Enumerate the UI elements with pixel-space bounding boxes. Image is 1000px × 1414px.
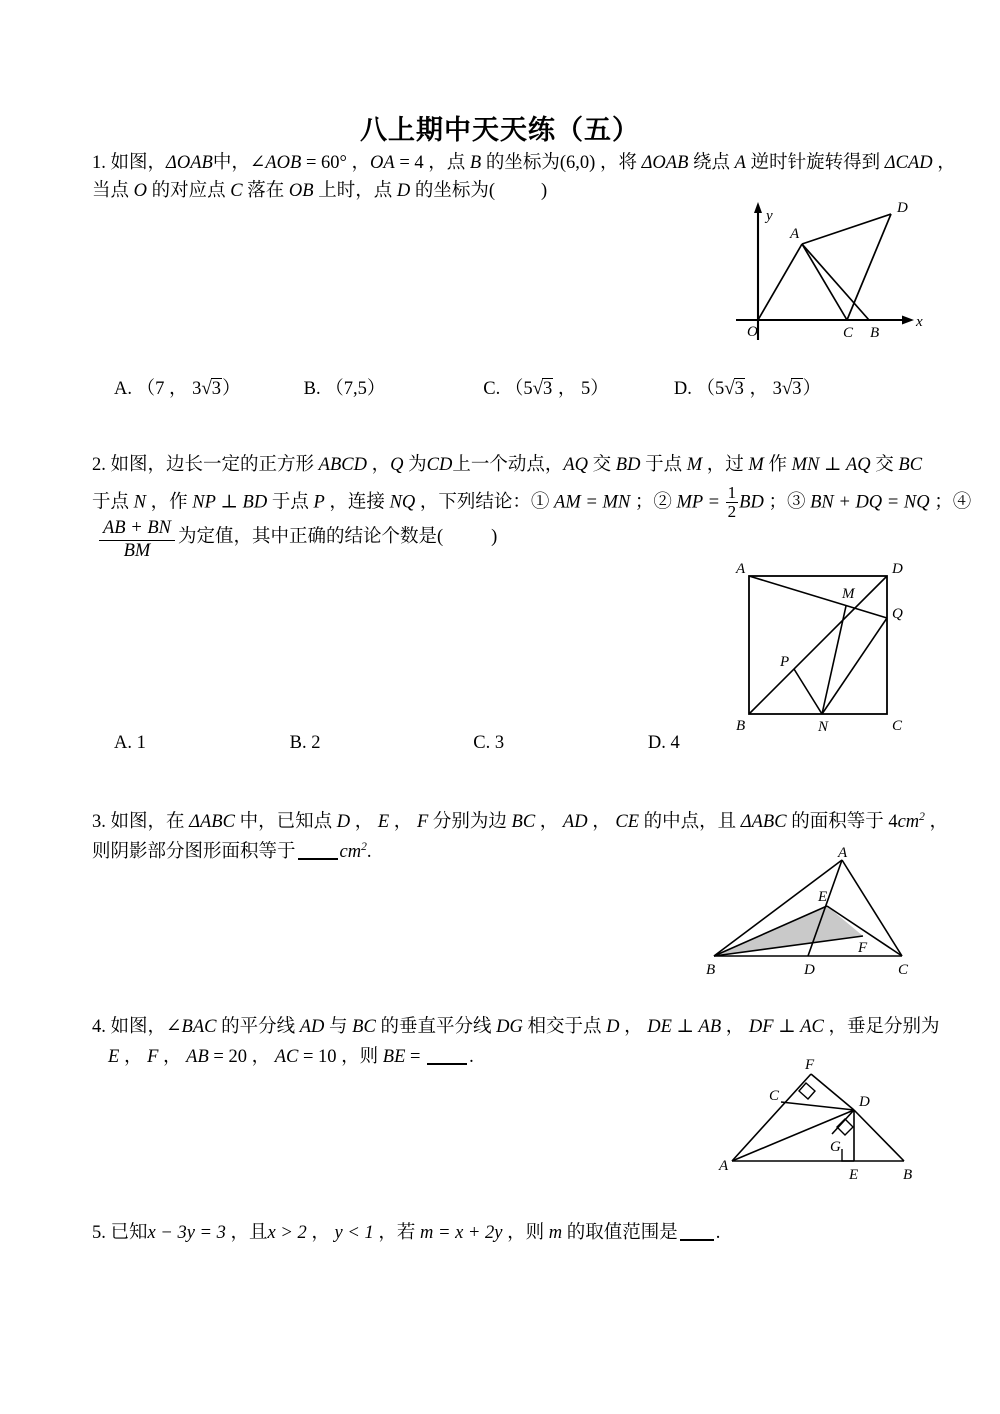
radical-C: √3 [532, 378, 553, 399]
label-E: E [849, 1167, 859, 1183]
label-C: C [769, 1088, 780, 1104]
segment-FD [811, 1074, 854, 1110]
question-2-figure [722, 556, 912, 746]
question-4-figure [714, 1056, 919, 1184]
question-2-line-1: 2. 如图，边长一定的正方形 ABCD ，Q 为CD上一个动点，AQ 交 BD 于点 M ，过 M 作 MN ⊥ AQ 交 BC [92, 455, 923, 475]
question-3-line-1: 3. 如图，在 ΔABC 中，已知点 D ， E ， F 分别为边 BC ， AD ， CE 的中点，且 ΔABC 的面积等于 $4cm^2$ ， [92, 811, 949, 833]
option-C[interactable]: C. 3 [473, 733, 505, 753]
y-axis-arrow [754, 202, 762, 213]
label-G: G [830, 1139, 841, 1155]
question-4-line-1: 4. 如图，∠BAC 的平分线 AD 与 BC 的垂直平分线 DG 相交于点 D ， DE ⊥ AB ， DF ⊥ AC ，垂足分别为 [92, 1017, 940, 1037]
label-O: O [747, 324, 758, 340]
answer-blank-q3[interactable] [298, 858, 338, 860]
label-y-axis: y [766, 208, 773, 224]
radical-D2: √3 [781, 378, 802, 399]
label-B: B [870, 325, 880, 341]
label-A: A [838, 846, 848, 861]
label-D: D [804, 962, 815, 978]
label-A: A [719, 1158, 729, 1174]
question-5-line-1: 5. 已知x − 3y = 3 ，且x > 2 ， y < 1 ，若 m = x + 2y ，则 m 的取值范围是 . [92, 1223, 721, 1243]
segment-NP [794, 669, 822, 714]
label-x-axis: x [916, 314, 923, 330]
question-1-figure [730, 192, 930, 342]
label-F: F [805, 1057, 815, 1073]
label-A: A [736, 561, 746, 577]
segment-NQ [822, 618, 887, 714]
option-A[interactable]: A. （7 ， 3√3） [114, 378, 241, 399]
question-2-line-3: $\frac{AB + BN}{BM}$ 为定值，其中正确的结论个数是( ) [96, 518, 497, 563]
page-title: 八上期中天天练（五） [360, 115, 640, 146]
label-Q: Q [892, 606, 903, 622]
question-3-line-2: 则阴影部分图形面积等于 $cm^2$. [92, 841, 372, 863]
option-D[interactable]: D. 4 [647, 733, 680, 753]
radical-D1: √3 [724, 378, 744, 399]
answer-blank-q5[interactable] [680, 1239, 714, 1241]
question-1-options [114, 374, 821, 400]
q4-number: 4. [92, 1017, 106, 1037]
q3-number: 3. [92, 812, 106, 833]
label-P: P [780, 654, 790, 670]
question-1-line-1: 1. 如图，ΔOAB中，∠AOB = 60° ，OA = 4 ，点 B 的坐标为(6,0) ，将 ΔOAB 绕点 A 逆时针旋转得到 ΔCAD ， [92, 153, 956, 173]
label-M: M [842, 586, 855, 602]
segment-AB [802, 244, 869, 320]
answer-blank-q4[interactable] [427, 1063, 467, 1065]
label-B: B [706, 962, 716, 978]
label-N: N [818, 719, 829, 735]
fraction-ab-bn-over-bm: $\frac{AB + BN}{BM}$ [99, 518, 175, 563]
label-D: D [859, 1094, 870, 1110]
q2-number: 2. [92, 455, 106, 475]
option-B[interactable]: B. （7,5） [303, 379, 386, 399]
question-1-line-2: 当点 O 的对应点 C 落在 OB 上时，点 D 的坐标为( ) [92, 181, 548, 201]
label-E: E [818, 889, 828, 905]
label-B: B [903, 1167, 913, 1183]
segment-CD [781, 1102, 854, 1110]
label-D: D [892, 561, 903, 577]
x-axis-arrow [902, 316, 914, 325]
label-A: A [790, 226, 800, 242]
question-4-line-2: E ， F ， AB = 20 ， AC = 10 ，则 BE = . [108, 1047, 474, 1067]
q1-number: 1. [92, 153, 106, 173]
segment-AD [802, 214, 891, 244]
option-B[interactable]: B. 2 [289, 733, 321, 753]
segment-DG [832, 1110, 854, 1134]
label-B: B [736, 718, 746, 734]
segment-DB [854, 1110, 904, 1161]
shaded-region [714, 906, 863, 956]
question-2-line-2: 于点 N ，作 NP ⊥ BD 于点 P ，连接 NQ ，下列结论：① AM = MN ；② MP = $\frac{1}{2}$ BD ；③ BN + DQ = NQ ；④ [92, 483, 972, 521]
q5-number: 5. [92, 1223, 106, 1243]
option-A[interactable]: A. 1 [114, 733, 146, 753]
option-C[interactable]: C. （5√3 ， 5） [483, 378, 609, 399]
radical-A: √3 [201, 378, 221, 399]
segment-AC [802, 244, 847, 320]
label-C: C [843, 325, 854, 341]
label-D: D [897, 200, 908, 216]
label-C: C [892, 718, 903, 734]
segment-CD [847, 214, 891, 320]
segment-MN [822, 606, 846, 714]
label-F: F [858, 940, 868, 956]
question-2-options [114, 733, 680, 754]
label-C: C [898, 962, 909, 978]
segment-OA [758, 244, 802, 320]
question-3-figure [706, 846, 916, 981]
segment-AC [842, 860, 902, 956]
fraction-one-half: $\frac{1}{2}$ [727, 483, 737, 521]
right-angle-mark-E [842, 1149, 854, 1161]
option-D[interactable]: D. （5√3 ， 3√3） [673, 378, 822, 399]
